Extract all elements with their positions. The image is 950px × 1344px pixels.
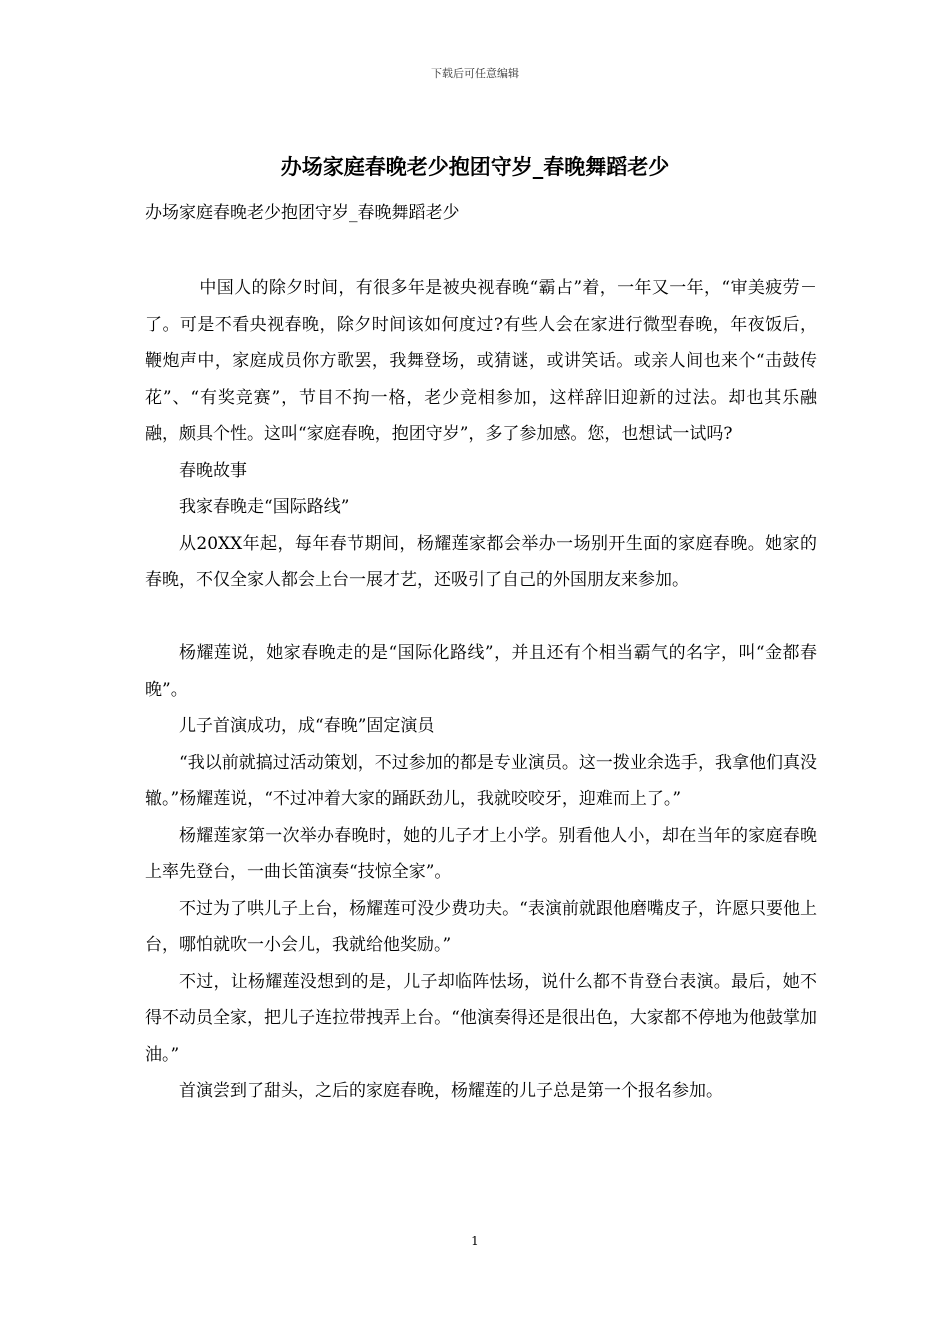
paragraph: 从20XX年起，每年春节期间，杨耀莲家都会举办一场别开生面的家庭春晚。她家的春晚，不仅全家人都会上台一展才艺，还吸引了自己的外国朋友来参加。 [145, 533, 817, 590]
document-title: 办场家庭春晚老少抱团守岁_春晚舞蹈老少 [280, 154, 670, 179]
document-subtitle: 办场家庭春晚老少抱团守岁_春晚舞蹈老少 [145, 203, 460, 223]
paragraph: 中国人的除夕时间，有很多年是被央视春晚“霸占”着，一年又一年，“审美疲劳－了。可是不看央视春晚，除夕时间该如何度过?有些人会在家进行微型春晚，年夜饭后，鞭炮声中，家庭成员你方歌罢，我舞登场，或猜谜，或讲笑话。或亲人间也来个“击鼓传花”、“有奖竞赛”，节目不拘一格，老少竞相参加，这样辞旧迎新的过法。却也其乐融融，颇具个性。这叫“家庭春晚，抱团守岁”，多了参加感。您，也想试一试吗? [145, 278, 817, 444]
paragraph: 不过，让杨耀莲没想到的是，儿子却临阵怯场，说什么都不肯登台表演。最后，她不得不动员全家，把儿子连拉带拽弄上台。“他演奏得还是很出色，大家都不停地为他鼓掌加油。” [145, 971, 817, 1065]
section-heading: 春晚故事 [179, 460, 247, 481]
page-number: 1 [471, 1234, 479, 1248]
section-heading: 我家春晚走“国际路线” [179, 497, 350, 517]
paragraph: 首演尝到了甜头，之后的家庭春晚，杨耀莲的儿子总是第一个报名参加。 [179, 1081, 723, 1101]
paragraph: “我以前就搞过活动策划，不过参加的都是专业演员。这一拨业余选手，我拿他们真没辙。”杨耀莲说，“不过冲着大家的踊跃劲儿，我就咬咬牙，迎难而上了。” [145, 752, 817, 809]
paragraph: 杨耀莲家第一次举办春晚时，她的儿子才上小学。别看他人小，却在当年的家庭春晚上率先登台，一曲长笛演奏“技惊全家”。 [145, 825, 817, 882]
paragraph: 杨耀莲说，她家春晚走的是“国际化路线”，并且还有个相当霸气的名字，叫“金都春晚”。 [145, 643, 817, 700]
paragraph: 不过为了哄儿子上台，杨耀莲可没少费功夫。“表演前就跟他磨嘴皮子，许愿只要他上台，哪怕就吹一小会儿，我就给他奖励。” [145, 898, 817, 955]
section-heading: 儿子首演成功，成“春晚”固定演员 [179, 716, 435, 736]
document-body [145, 270, 817, 1110]
page-header-note: 下载后可任意编辑 [431, 67, 519, 80]
